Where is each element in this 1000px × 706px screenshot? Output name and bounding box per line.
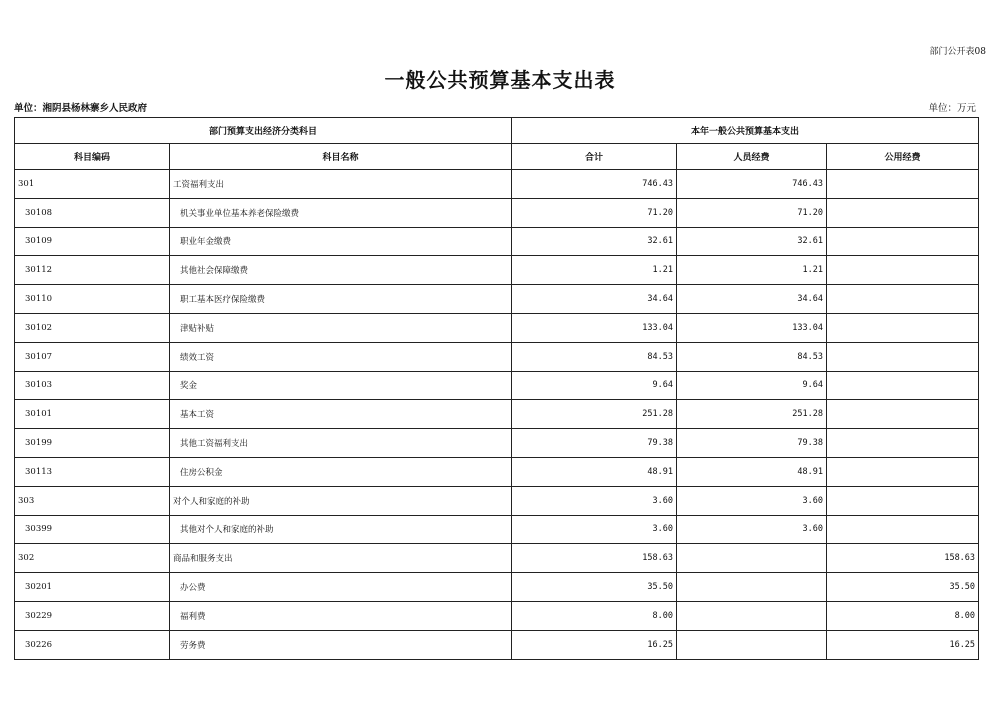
cell-personnel	[677, 573, 827, 602]
cell-name: 劳务费	[170, 630, 512, 659]
cell-code: 30102	[15, 313, 170, 342]
cell-code: 30201	[15, 573, 170, 602]
cell-name: 工资福利支出	[170, 170, 512, 199]
cell-public: 158.63	[827, 544, 979, 573]
cell-public	[827, 285, 979, 314]
table-row	[15, 400, 979, 429]
cell-public	[827, 227, 979, 256]
cell-code: 30101	[15, 400, 170, 429]
unit-money: 单位：万元	[928, 103, 976, 114]
cell-name: 职工基本医疗保险缴费	[170, 285, 512, 314]
cell-name: 其他社会保障缴费	[170, 256, 512, 285]
cell-total: 48.91	[512, 457, 677, 486]
cell-name: 绩效工资	[170, 342, 512, 371]
cell-code: 30107	[15, 342, 170, 371]
cell-public: 16.25	[827, 630, 979, 659]
cell-personnel: 84.53	[677, 342, 827, 371]
cell-public	[827, 342, 979, 371]
column-header-code: 科目编码	[15, 144, 170, 170]
cell-total: 1.21	[512, 256, 677, 285]
cell-total: 79.38	[512, 429, 677, 458]
cell-personnel: 746.43	[677, 170, 827, 199]
cell-name: 其他工资福利支出	[170, 429, 512, 458]
cell-total: 3.60	[512, 486, 677, 515]
cell-code: 30110	[15, 285, 170, 314]
form-number: 部门公开表08	[929, 47, 986, 57]
column-header-total: 合计	[512, 144, 677, 170]
cell-code: 30112	[15, 256, 170, 285]
table-row	[15, 342, 979, 371]
cell-public	[827, 486, 979, 515]
cell-code: 303	[15, 486, 170, 515]
cell-name: 住房公积金	[170, 457, 512, 486]
table-row	[15, 313, 979, 342]
cell-total: 16.25	[512, 630, 677, 659]
cell-personnel: 34.64	[677, 285, 827, 314]
cell-total: 746.43	[512, 170, 677, 199]
unit-organization: 单位：湘阴县杨林寨乡人民政府	[14, 103, 148, 114]
group-header-basic-expenditure: 本年一般公共预算基本支出	[512, 118, 979, 144]
cell-total: 158.63	[512, 544, 677, 573]
cell-public	[827, 429, 979, 458]
table-row	[15, 256, 979, 285]
cell-code: 301	[15, 170, 170, 199]
cell-name: 津贴补贴	[170, 313, 512, 342]
cell-total: 32.61	[512, 227, 677, 256]
cell-name: 福利费	[170, 601, 512, 630]
table-row	[15, 170, 979, 199]
cell-total: 251.28	[512, 400, 677, 429]
cell-personnel	[677, 601, 827, 630]
table-body	[15, 170, 979, 660]
cell-code: 30103	[15, 371, 170, 400]
cell-total: 35.50	[512, 573, 677, 602]
cell-code: 30199	[15, 429, 170, 458]
cell-total: 9.64	[512, 371, 677, 400]
cell-public: 35.50	[827, 573, 979, 602]
table-row	[15, 285, 979, 314]
cell-personnel: 9.64	[677, 371, 827, 400]
table-row	[15, 630, 979, 659]
cell-name: 奖金	[170, 371, 512, 400]
table-row	[15, 486, 979, 515]
table-row	[15, 515, 979, 544]
table-row	[15, 429, 979, 458]
cell-personnel: 133.04	[677, 313, 827, 342]
cell-code: 302	[15, 544, 170, 573]
cell-total: 3.60	[512, 515, 677, 544]
cell-public	[827, 457, 979, 486]
cell-public	[827, 515, 979, 544]
cell-code: 30113	[15, 457, 170, 486]
cell-personnel: 251.28	[677, 400, 827, 429]
cell-total: 133.04	[512, 313, 677, 342]
cell-code: 30109	[15, 227, 170, 256]
budget-table	[14, 117, 979, 660]
cell-name: 基本工资	[170, 400, 512, 429]
cell-personnel: 32.61	[677, 227, 827, 256]
cell-total: 8.00	[512, 601, 677, 630]
cell-personnel: 1.21	[677, 256, 827, 285]
table-row	[15, 601, 979, 630]
column-header-public: 公用经费	[827, 144, 979, 170]
table-row	[15, 457, 979, 486]
cell-personnel	[677, 630, 827, 659]
table-group-header-row	[15, 118, 979, 144]
table-row	[15, 198, 979, 227]
cell-personnel: 3.60	[677, 515, 827, 544]
cell-name: 其他对个人和家庭的补助	[170, 515, 512, 544]
page-title: 一般公共预算基本支出表	[384, 68, 616, 92]
cell-name: 办公费	[170, 573, 512, 602]
cell-personnel: 79.38	[677, 429, 827, 458]
table-row	[15, 573, 979, 602]
table-row	[15, 371, 979, 400]
cell-name: 商品和服务支出	[170, 544, 512, 573]
column-header-name: 科目名称	[170, 144, 512, 170]
cell-public	[827, 400, 979, 429]
cell-public	[827, 371, 979, 400]
table-column-header-row	[15, 144, 979, 170]
cell-name: 机关事业单位基本养老保险缴费	[170, 198, 512, 227]
cell-public	[827, 170, 979, 199]
table-row	[15, 227, 979, 256]
table-row	[15, 544, 979, 573]
cell-public	[827, 313, 979, 342]
group-header-economic-class: 部门预算支出经济分类科目	[15, 118, 512, 144]
column-header-personnel: 人员经费	[677, 144, 827, 170]
cell-name: 对个人和家庭的补助	[170, 486, 512, 515]
cell-public	[827, 256, 979, 285]
cell-total: 71.20	[512, 198, 677, 227]
cell-name: 职业年金缴费	[170, 227, 512, 256]
cell-total: 84.53	[512, 342, 677, 371]
cell-personnel: 3.60	[677, 486, 827, 515]
cell-code: 30108	[15, 198, 170, 227]
cell-public: 8.00	[827, 601, 979, 630]
cell-code: 30226	[15, 630, 170, 659]
cell-public	[827, 198, 979, 227]
cell-total: 34.64	[512, 285, 677, 314]
cell-personnel: 71.20	[677, 198, 827, 227]
cell-personnel: 48.91	[677, 457, 827, 486]
cell-code: 30229	[15, 601, 170, 630]
cell-personnel	[677, 544, 827, 573]
cell-code: 30399	[15, 515, 170, 544]
